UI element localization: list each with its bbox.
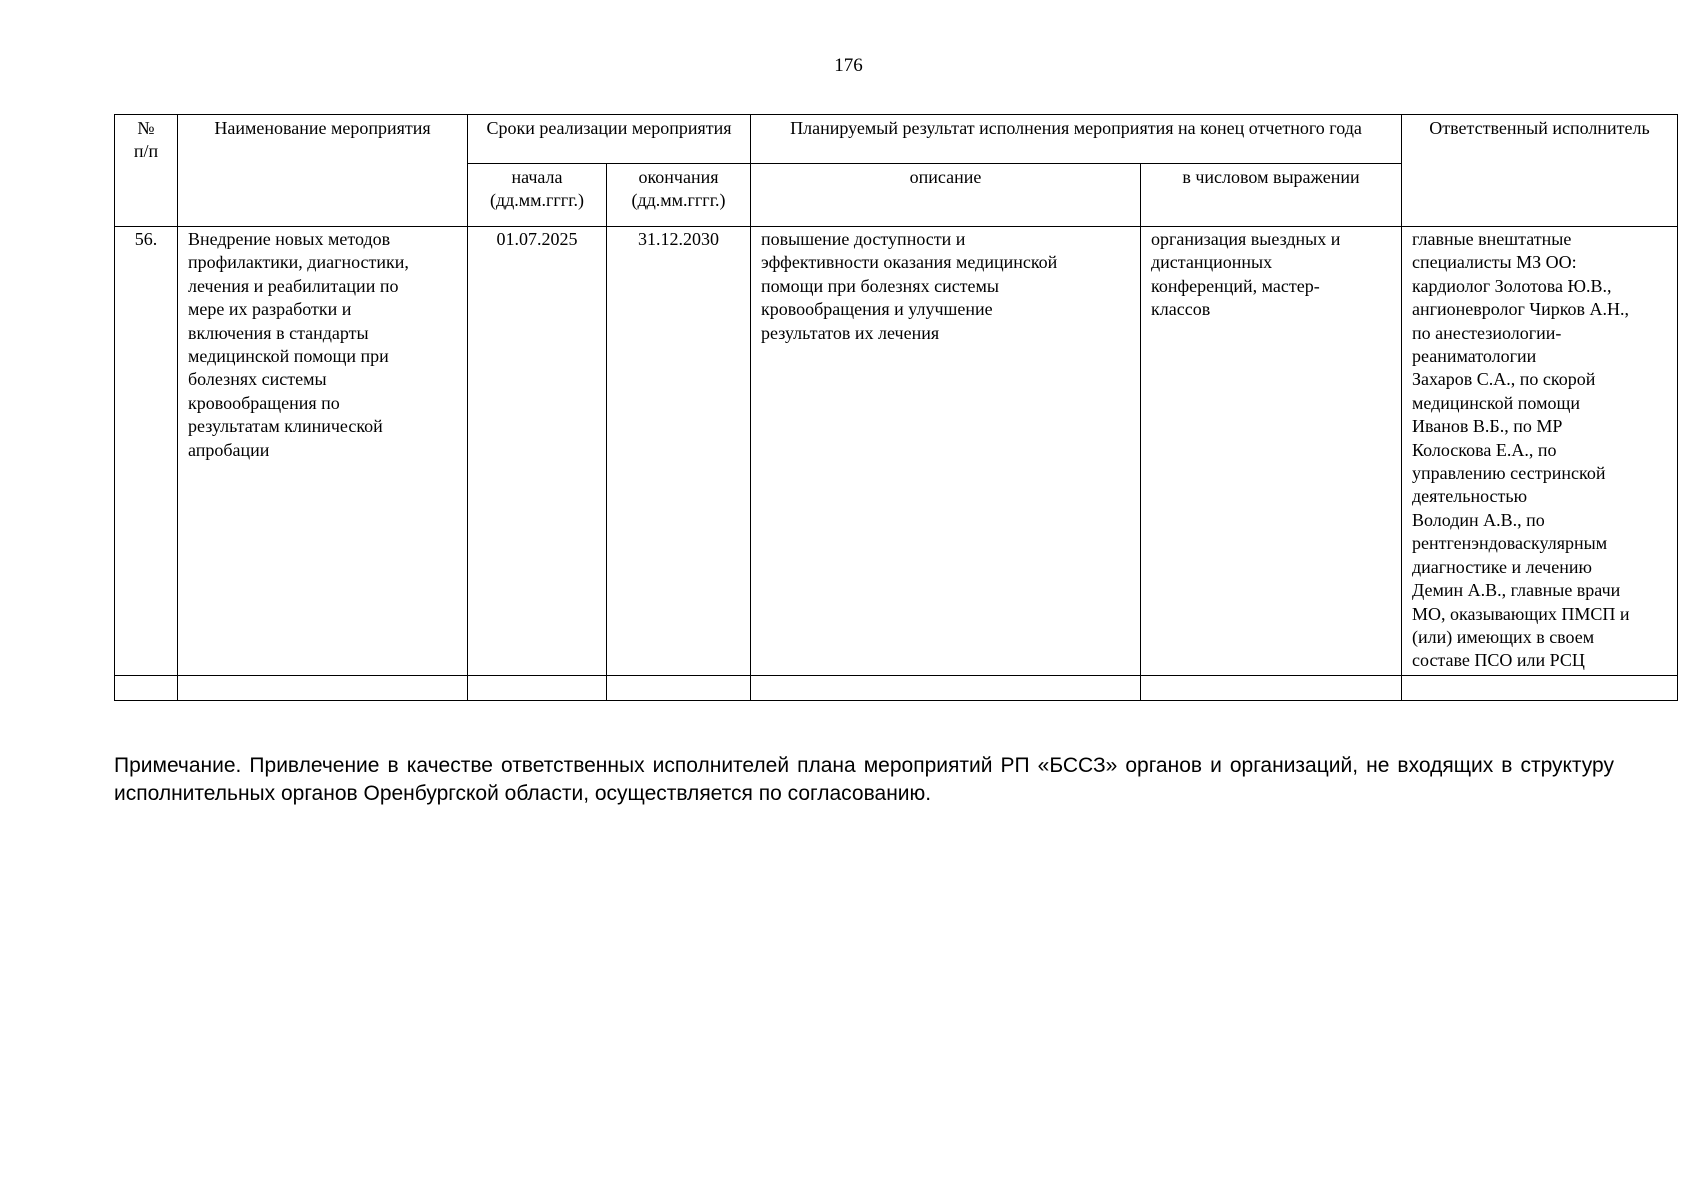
cell-description: повышение доступности и эффективности оказания медицинской помощи при болезнях системы кровообращения и улучшение результатов их лечения	[751, 227, 1141, 676]
header-name: Наименование мероприятия	[178, 115, 468, 227]
header-period-start: начала (дд.мм.гггг.)	[468, 164, 607, 227]
cell-responsible: главные внештатные специалисты МЗ ОО: кардиолог Золотова Ю.В., ангионевролог Чирков А.Н., по анестезиологии- реаниматологии Захаров С.А., по скорой медицинской помощи Иванов В.Б., по МР Колоскова Е.А., по управлению сестринской деятельностью Володин А.В., по рентгенэндоваскулярным диагностике и лечению Демин А.В., главные врачи МО, оказывающих ПМСП и (или) имеющих в своем составе ПСО или РСЦ	[1402, 227, 1678, 676]
header-responsible: Ответственный исполнитель	[1402, 115, 1678, 227]
empty-cell	[607, 675, 751, 700]
empty-cell	[1141, 675, 1402, 700]
empty-cell	[751, 675, 1141, 700]
empty-cell	[178, 675, 468, 700]
header-result: Планируемый результат исполнения мероприятия на конец отчетного года	[751, 115, 1402, 164]
empty-cell	[468, 675, 607, 700]
header-result-description: описание	[751, 164, 1141, 227]
table-row	[115, 227, 1678, 676]
header-num: № п/п	[115, 115, 178, 227]
cell-name: Внедрение новых методов профилактики, диагностики, лечения и реабилитации по мере их разработки и включения в стандарты медицинской помощи при болезнях системы кровообращения по результатам клинической апробации	[178, 227, 468, 676]
table-header-row	[115, 115, 1678, 164]
empty-cell	[115, 675, 178, 700]
activities-table	[114, 114, 1678, 701]
header-result-numeric: в числовом выражении	[1141, 164, 1402, 227]
header-period-end: окончания (дд.мм.гггг.)	[607, 164, 751, 227]
cell-num: 56.	[115, 227, 178, 676]
cell-end-date: 31.12.2030	[607, 227, 751, 676]
empty-cell	[1402, 675, 1678, 700]
page-number: 176	[834, 55, 863, 76]
header-period: Сроки реализации мероприятия	[468, 115, 751, 164]
table-row-empty	[115, 675, 1678, 700]
cell-start-date: 01.07.2025	[468, 227, 607, 676]
cell-numeric: организация выездных и дистанционных конференций, мастер- классов	[1141, 227, 1402, 676]
footnote: Примечание. Привлечение в качестве ответственных исполнителей плана мероприятий РП «БССЗ» органов и организаций, не входящих в структуру исполнительных органов Оренбургской области, осуществляется по согласованию.	[114, 754, 1614, 805]
